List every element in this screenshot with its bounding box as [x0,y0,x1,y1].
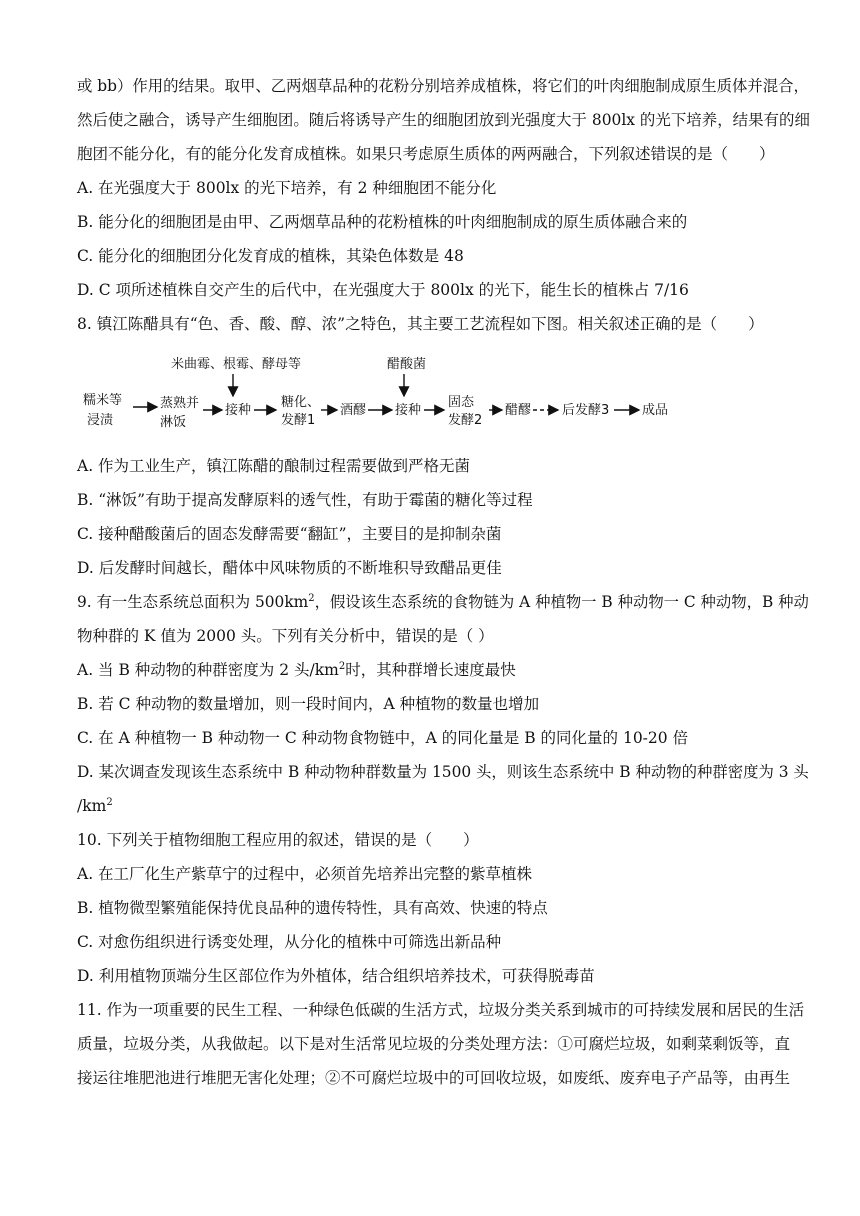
q9-stem-line-1 [77,592,809,612]
q7-option-c: C. 能分化的细胞团分化发育成的植株，其染色体数是 48 [77,247,464,265]
q7-option-b: B. 能分化的细胞团是由甲、乙两烟草品种的花粉植株的叶肉细胞制成的原生质体融合来的 [77,213,688,231]
flow-top-label-acetobacter: 醋酸菌 [387,357,427,372]
q9-option-d-sup: 2 [106,796,113,808]
q7-stem-line-2: 然后使之融合，诱导产生细胞团。随后将诱导产生的细胞团放到光强度大于 800lx 的光下培养，结果有的细 [77,111,810,129]
q10-option-a: A. 在工厂化生产紫草宁的过程中，必须首先培养出完整的紫草植株 [77,865,533,883]
q7-option-a: A. 在光强度大于 800lx 的光下培养，有 2 种细胞团不能分化 [77,179,497,197]
q11-stem-line-3: 接运往堆肥池进行堆肥无害化处理；②不可腐烂垃圾中的可回收垃圾，如废纸、废弃电子产品等，由再生 [77,1069,791,1087]
q7-option-d: D. C 项所述植株自交产生的后代中，在光强度大于 800lx 的光下，能生长的植株占 7/16 [77,281,689,299]
flow-node-sacch-2: 发酵1 [281,413,316,428]
q9-stem-text-a: 9. 有一生态系统总面积为 500km [77,593,309,611]
flow-node-vinegar-mash: 醋醪 [505,403,532,418]
process-flow-diagram [77,352,697,442]
flow-node-start-2: 浸渍 [87,413,114,428]
q10-stem: 10. 下列关于植物细胞工程应用的叙述，错误的是（ ） [77,831,479,849]
q9-option-d-unit: /km [77,797,107,815]
q9-stem-sup: 2 [308,592,315,604]
q10-option-c: C. 对愈伤组织进行诱变处理，从分化的植株中可筛选出新品种 [77,933,502,951]
flow-top-label-microbes: 米曲霉、根霉、酵母等 [171,357,302,372]
flow-node-wine-mash: 酒醪 [340,403,367,418]
q9-stem-text-b: ，假设该生态系统的食物链为 A 种植物一 B 种动物一 C 种动物，B 种动 [314,593,809,611]
q9-stem-line-2: 物种群的 K 值为 2000 头。下列有关分析中，错误的是（ ） [77,627,494,645]
q11-stem-line-1: 11. 作为一项重要的民生工程、一种绿色低碳的生活方式，垃圾分类关系到城市的可持续发展和居民的生活 [77,1001,805,1019]
q10-option-b: B. 植物微型繁殖能保持优良品种的遗传特性，具有高效、快速的特点 [77,899,548,917]
q9-option-a-text-a: A. 当 B 种动物的种群密度为 2 头/km [77,661,339,679]
q7-stem-line-3: 胞团不能分化，有的能分化发育成植株。如果只考虑原生质体的两两融合，下列叙述错误的是（ ） [77,145,775,163]
q7-stem-line-1: 或 bb）作用的结果。取甲、乙两烟草品种的花粉分别培养成植株，将它们的叶肉细胞制成原生质体并混合， [77,77,809,95]
flow-node-solid-2: 发酵2 [448,413,483,428]
q9-option-d-line-1: D. 某次调查发现该生态系统中 B 种动物种群数量为 1500 头，则该生态系统中 B 种动物的种群密度为 3 头 [77,763,809,781]
q9-option-d-line-2 [77,796,113,816]
q9-option-a-sup: 2 [338,660,346,672]
q11-stem-line-2: 质量，垃圾分类，从我做起。以下是对生活常见垃圾的分类处理方法：①可腐烂垃圾，如剩菜剩饭等，直 [77,1035,791,1053]
q8-option-b: B. “淋饭”有助于提高发酵原料的透气性，有助于霉菌的糖化等过程 [77,491,533,509]
flow-node-solid-1: 固态 [448,395,475,410]
q9-option-c: C. 在 A 种植物一 B 种动物一 C 种动物食物链中，A 的同化量是 B 的同化量的 10-20 倍 [77,729,689,747]
flow-node-post-ferment: 后发酵3 [562,403,610,418]
q10-option-d: D. 利用植物顶端分生区部位作为外植体，结合组织培养技术，可获得脱毒苗 [77,967,595,985]
flow-node-inoculate-2: 接种 [395,403,422,418]
flow-node-steam-2: 淋饭 [160,415,187,430]
q9-option-b: B. 若 C 种动物的数量增加，则一段时间内，A 种植物的数量也增加 [77,695,540,713]
q8-option-c: C. 接种醋酸菌后的固态发酵需要“翻缸”，主要目的是抑制杂菌 [77,525,502,543]
q8-stem: 8. 镇江陈醋具有“色、香、酸、醇、浓”之特色，其主要工艺流程如下图。相关叙述正确的是（ ） [77,315,764,333]
q9-option-a [77,660,516,680]
flow-node-product: 成品 [642,403,669,418]
flow-node-sacch-1: 糖化、 [281,395,321,410]
q8-option-d: D. 后发酵时间越长，醋体中风味物质的不断堆积导致醋品更佳 [77,559,502,577]
q8-option-a: A. 作为工业生产，镇江陈醋的酿制过程需要做到严格无菌 [77,457,471,475]
flow-node-steam-1: 蒸熟并 [160,396,200,411]
flow-node-start-1: 糯米等 [83,393,123,408]
flow-node-inoculate-1: 接种 [225,403,252,418]
q9-option-a-text-b: 时，其种群增长速度最快 [345,661,516,679]
